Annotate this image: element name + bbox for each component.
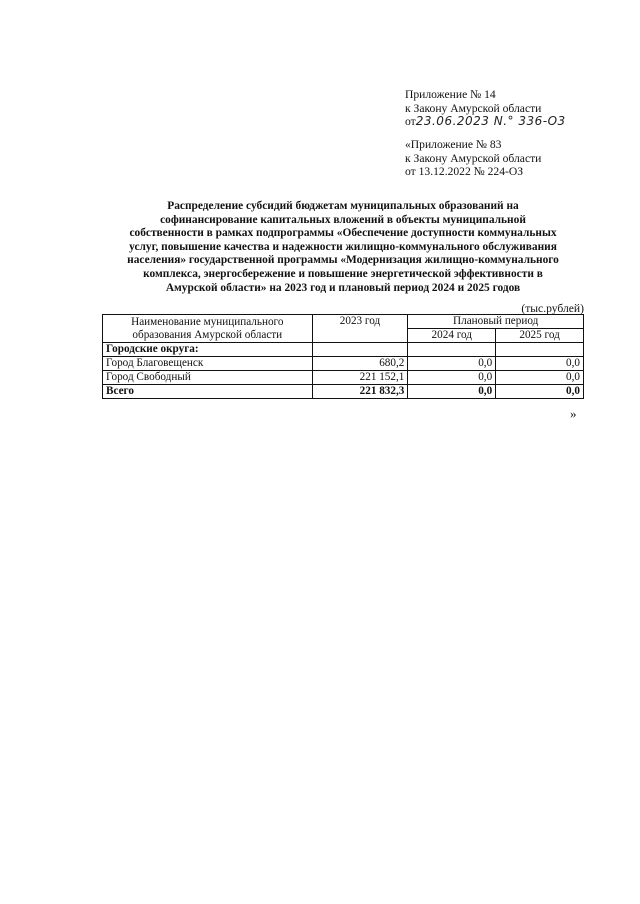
header-municipality-line: Наименование муниципального — [131, 315, 284, 328]
ref-appendix-number: «Приложение № 83 — [405, 138, 502, 151]
document-title — [100, 200, 586, 295]
header-2023: 2023 год — [312, 315, 408, 343]
section-row — [103, 343, 584, 357]
appendix-number: Приложение № 14 — [405, 88, 496, 101]
total-row — [103, 385, 584, 399]
title-line: собственности в рамках подпрограммы «Обеспечение доступности коммунальных — [129, 227, 557, 240]
title-line: комплекса, энергосбережение и повышение энергетической эффективности в — [143, 267, 543, 280]
row-value-2024: 0,0 — [408, 357, 496, 371]
appendix-date-prefix: от — [405, 115, 416, 128]
table-header-row — [103, 315, 584, 329]
header-municipality — [103, 315, 313, 343]
ref-appendix-law: к Закону Амурской области — [405, 151, 542, 165]
header-2025: 2025 год — [496, 329, 584, 343]
title-line: услуг, повышение качества и надежности жилищно-коммунального обслуживания — [129, 240, 557, 253]
units-label: (тыс.рублей) — [521, 302, 584, 315]
empty-cell — [312, 343, 408, 357]
appendix-reference — [405, 138, 541, 179]
table-row — [103, 371, 584, 385]
header-2024: 2024 год — [408, 329, 496, 343]
row-value-2024: 0,0 — [408, 371, 496, 385]
appendix-header — [405, 88, 566, 129]
header-municipality-line: образования Амурской области — [132, 328, 283, 341]
empty-cell — [408, 343, 496, 357]
title-line: населения» государственной программы «Модернизация жилищно-коммунального — [127, 254, 559, 267]
total-value-2024: 0,0 — [408, 385, 496, 399]
title-line: софинансирование капитальных вложений в объекты муниципальной — [160, 213, 526, 226]
total-value-2025: 0,0 — [496, 385, 584, 399]
table-row — [103, 357, 584, 371]
title-line: Распределение субсидий бюджетам муниципальных образований на — [167, 200, 519, 212]
row-value-2023: 680,2 — [312, 357, 408, 371]
row-name: Город Благовещенск — [103, 357, 313, 371]
ref-appendix-date: от 13.12.2022 № 224-ОЗ — [405, 165, 524, 178]
section-label: Городские округа: — [103, 343, 313, 357]
total-value-2023: 221 832,3 — [312, 385, 408, 399]
header-planned-period: Плановый период — [408, 315, 584, 329]
closing-quote: » — [570, 406, 577, 421]
subsidy-table — [102, 314, 584, 399]
appendix-law: к Закону Амурской области — [405, 101, 542, 115]
row-value-2025: 0,0 — [496, 371, 584, 385]
empty-cell — [496, 343, 584, 357]
handwritten-date-number: 23.06.2023 N.° 336-O3 — [415, 114, 566, 128]
total-label: Всего — [103, 385, 313, 399]
row-name: Город Свободный — [103, 371, 313, 385]
appendix-date-line — [405, 115, 566, 129]
title-line: Амурской области» на 2023 год и плановый период 2024 и 2025 годов — [165, 281, 521, 294]
row-value-2023: 221 152,1 — [312, 371, 408, 385]
row-value-2025: 0,0 — [496, 357, 584, 371]
